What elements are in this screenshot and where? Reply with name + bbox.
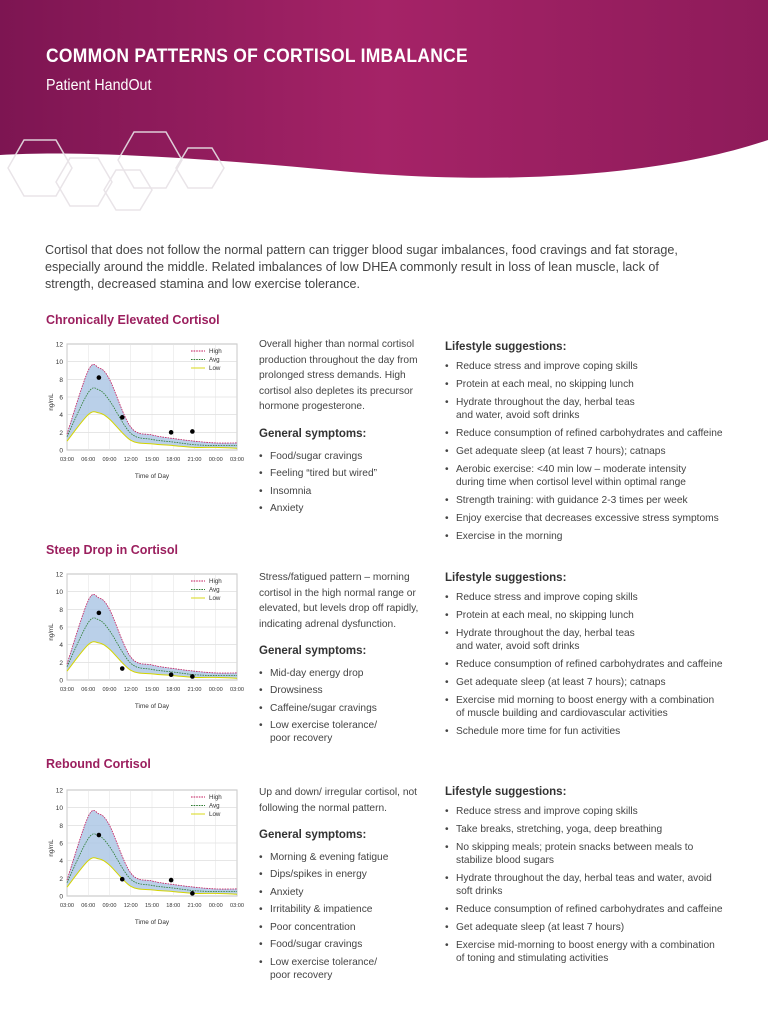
- y-tick-label: 12: [55, 571, 63, 579]
- y-tick-label: 8: [59, 822, 63, 830]
- x-tick-label: 12:00: [123, 457, 138, 463]
- symptoms-title: General symptoms:: [259, 829, 367, 842]
- x-tick-label: 12:00: [123, 903, 138, 909]
- data-point: [190, 429, 195, 434]
- y-tick-label: 2: [59, 875, 63, 883]
- x-tick-label: 03:00: [230, 903, 244, 909]
- data-point: [97, 611, 102, 616]
- y-tick-label: 10: [55, 805, 63, 813]
- list-item: • Exercise mid morning to boost energy with a combination of muscle building and cardiovascular activities: [445, 694, 745, 720]
- symptoms-title: General symptoms:: [259, 645, 367, 658]
- data-point: [169, 430, 174, 435]
- legend-label: Avg: [209, 586, 220, 594]
- list-item: • Protein at each meal, no skipping lunch: [445, 609, 745, 622]
- x-axis-label: Time of Day: [134, 473, 170, 480]
- x-tick-label: 03:00: [60, 457, 74, 463]
- x-tick-label: 18:00: [166, 903, 181, 909]
- x-tick-label: 15:00: [145, 687, 159, 693]
- x-tick-label: 09:00: [102, 903, 117, 909]
- x-tick-label: 03:00: [230, 457, 244, 463]
- list-item: • Take breaks, stretching, yoga, deep breathing: [445, 823, 745, 836]
- data-point: [190, 891, 195, 896]
- symptoms-title: General symptoms:: [259, 427, 367, 440]
- page-title: COMMON PATTERNS OF CORTISOL IMBALANCE: [46, 46, 468, 67]
- legend-label: Low: [209, 811, 221, 819]
- list-item: • Get adequate sleep (at least 7 hours): [445, 921, 745, 934]
- cortisol-chart: [45, 568, 245, 718]
- list-item: • Exercise in the morning: [445, 530, 745, 543]
- list-item: • Anxiety: [259, 886, 424, 899]
- section-title: Rebound Cortisol: [46, 757, 151, 771]
- x-axis-label: Time of Day: [134, 919, 170, 926]
- y-tick-label: 0: [59, 893, 63, 901]
- list-item: • Morning & evening fatigue: [259, 851, 424, 864]
- data-point: [120, 415, 125, 420]
- y-tick-label: 2: [59, 659, 63, 667]
- x-tick-label: 00:00: [208, 903, 223, 909]
- cortisol-chart: [45, 784, 245, 934]
- header-banner: [0, 0, 768, 215]
- x-tick-label: 09:00: [102, 457, 117, 463]
- y-tick-label: 8: [59, 606, 63, 614]
- list-item: • Reduce stress and improve coping skills: [445, 360, 745, 373]
- x-tick-label: 06:00: [81, 687, 96, 693]
- x-tick-label: 15:00: [145, 903, 159, 909]
- y-tick-label: 4: [59, 858, 63, 866]
- cortisol-chart: [45, 338, 245, 488]
- x-tick-label: 03:00: [60, 687, 74, 693]
- list-item: • No skipping meals; protein snacks between meals to stabilize blood sugars: [445, 841, 745, 867]
- x-tick-label: 21:00: [187, 457, 202, 463]
- list-item: • Mid-day energy drop: [259, 667, 424, 680]
- chart-svg: [45, 568, 245, 718]
- lifestyle-block: [445, 572, 745, 743]
- data-point: [169, 672, 174, 677]
- list-item: • Insomnia: [259, 485, 424, 498]
- x-tick-label: 00:00: [208, 457, 223, 463]
- section-description: Overall higher than normal cortisol production throughout the day from prolonged stress demands. High cortisol also depletes its precursor hormone progesterone.: [259, 339, 418, 413]
- y-tick-label: 0: [59, 447, 63, 455]
- lifestyle-block: [445, 786, 745, 970]
- list-item: • Reduce stress and improve coping skills: [445, 805, 745, 818]
- lifestyle-list: [445, 805, 745, 965]
- y-axis-label: ng/mL: [48, 839, 55, 857]
- data-point: [120, 877, 125, 882]
- x-tick-label: 21:00: [187, 903, 202, 909]
- x-tick-label: 06:00: [81, 903, 96, 909]
- symptoms-list: [259, 851, 424, 982]
- list-item: • Food/sugar cravings: [259, 938, 424, 951]
- lifestyle-title: Lifestyle suggestions:: [445, 572, 567, 584]
- section-description: Stress/fatigued pattern – morning cortisol in the high normal range or elevated, but levels drop off rapidly, indicating adrenal dysfunction.: [259, 572, 419, 630]
- y-tick-label: 10: [55, 589, 63, 597]
- list-item: • Reduce consumption of refined carbohydrates and caffeine: [445, 658, 745, 671]
- y-tick-label: 6: [59, 394, 63, 402]
- x-tick-label: 09:00: [102, 687, 117, 693]
- list-item: • Irritability & impatience: [259, 903, 424, 916]
- list-item: • Drowsiness: [259, 684, 424, 697]
- intro-paragraph: Cortisol that does not follow the normal pattern can trigger blood sugar imbalances, food cravings and fat storage, especially around the middle. Related imbalances of low DHEA commonly result in loss of lean muscle, lack of strength, decreased stamina and low exercise tolerance.: [45, 243, 678, 291]
- y-tick-label: 4: [59, 642, 63, 650]
- lifestyle-list: [445, 591, 745, 738]
- list-item: • Get adequate sleep (at least 7 hours); catnaps: [445, 676, 745, 689]
- list-item: • Feeling “tired but wired”: [259, 467, 424, 480]
- symptoms-list: [259, 450, 424, 516]
- legend-label: High: [209, 348, 222, 356]
- lifestyle-title: Lifestyle suggestions:: [445, 786, 567, 798]
- chart-svg: [45, 784, 245, 934]
- legend-label: Avg: [209, 802, 220, 810]
- x-tick-label: 18:00: [166, 687, 181, 693]
- data-point: [169, 878, 174, 883]
- section-description: Up and down/ irregular cortisol, not following the normal pattern.: [259, 787, 417, 814]
- list-item: • Low exercise tolerance/ poor recovery: [259, 719, 424, 745]
- header-background: [0, 0, 768, 215]
- x-tick-label: 21:00: [187, 687, 202, 693]
- x-tick-label: 03:00: [230, 687, 244, 693]
- symptoms-list: [259, 667, 424, 746]
- legend-label: Low: [209, 595, 221, 603]
- y-tick-label: 0: [59, 677, 63, 685]
- lifestyle-title: Lifestyle suggestions:: [445, 341, 567, 353]
- legend-label: Avg: [209, 356, 220, 364]
- list-item: • Low exercise tolerance/ poor recovery: [259, 956, 424, 982]
- data-point: [120, 666, 125, 671]
- data-point: [97, 375, 102, 380]
- list-item: • Dips/spikes in energy: [259, 868, 424, 881]
- x-tick-label: 06:00: [81, 457, 96, 463]
- x-tick-label: 00:00: [208, 687, 223, 693]
- list-item: • Strength training: with guidance 2-3 times per week: [445, 494, 745, 507]
- x-tick-label: 03:00: [60, 903, 74, 909]
- y-axis-label: ng/mL: [48, 623, 55, 641]
- y-tick-label: 4: [59, 412, 63, 420]
- data-point: [97, 833, 102, 838]
- chart-svg: [45, 338, 245, 488]
- x-axis-label: Time of Day: [134, 703, 170, 710]
- lifestyle-block: [445, 341, 745, 548]
- y-tick-label: 2: [59, 429, 63, 437]
- list-item: • Get adequate sleep (at least 7 hours); catnaps: [445, 445, 745, 458]
- section-description-block: [259, 785, 424, 986]
- list-item: • Reduce consumption of refined carbohydrates and caffeine: [445, 427, 745, 440]
- list-item: • Anxiety: [259, 502, 424, 515]
- list-item: • Caffeine/sugar cravings: [259, 702, 424, 715]
- x-tick-label: 15:00: [145, 457, 159, 463]
- section-description-block: [259, 337, 424, 520]
- list-item: • Schedule more time for fun activities: [445, 725, 745, 738]
- list-item: • Aerobic exercise: <40 min low – moderate intensity during time when cortisol level within optimal range: [445, 463, 745, 489]
- list-item: • Exercise mid-morning to boost energy with a combination of toning and stimulating activities: [445, 939, 745, 965]
- page-subtitle: Patient HandOut: [46, 77, 152, 94]
- section-title: Chronically Elevated Cortisol: [46, 313, 220, 327]
- legend-label: High: [209, 794, 222, 802]
- list-item: • Hydrate throughout the day, herbal teas and water, avoid soft drinks: [445, 627, 745, 653]
- list-item: • Food/sugar cravings: [259, 450, 424, 463]
- lifestyle-list: [445, 360, 745, 543]
- y-tick-label: 6: [59, 840, 63, 848]
- x-tick-label: 12:00: [123, 687, 138, 693]
- list-item: • Protein at each meal, no skipping lunch: [445, 378, 745, 391]
- list-item: • Reduce consumption of refined carbohydrates and caffeine: [445, 903, 745, 916]
- y-tick-label: 8: [59, 376, 63, 384]
- list-item: • Hydrate throughout the day, herbal teas and water, avoid soft drinks: [445, 396, 745, 422]
- list-item: • Poor concentration: [259, 921, 424, 934]
- section-title: Steep Drop in Cortisol: [46, 543, 178, 557]
- y-axis-label: ng/mL: [48, 393, 55, 411]
- section-description-block: [259, 570, 424, 750]
- y-tick-label: 12: [55, 341, 63, 349]
- legend-label: Low: [209, 365, 221, 373]
- list-item: • Enjoy exercise that decreases excessive stress symptoms: [445, 512, 745, 525]
- x-tick-label: 18:00: [166, 457, 181, 463]
- data-point: [190, 674, 195, 679]
- legend-label: High: [209, 578, 222, 586]
- y-tick-label: 6: [59, 624, 63, 632]
- list-item: • Hydrate throughout the day, herbal teas and water, avoid soft drinks: [445, 872, 745, 898]
- y-tick-label: 10: [55, 359, 63, 367]
- y-tick-label: 12: [55, 787, 63, 795]
- list-item: • Reduce stress and improve coping skills: [445, 591, 745, 604]
